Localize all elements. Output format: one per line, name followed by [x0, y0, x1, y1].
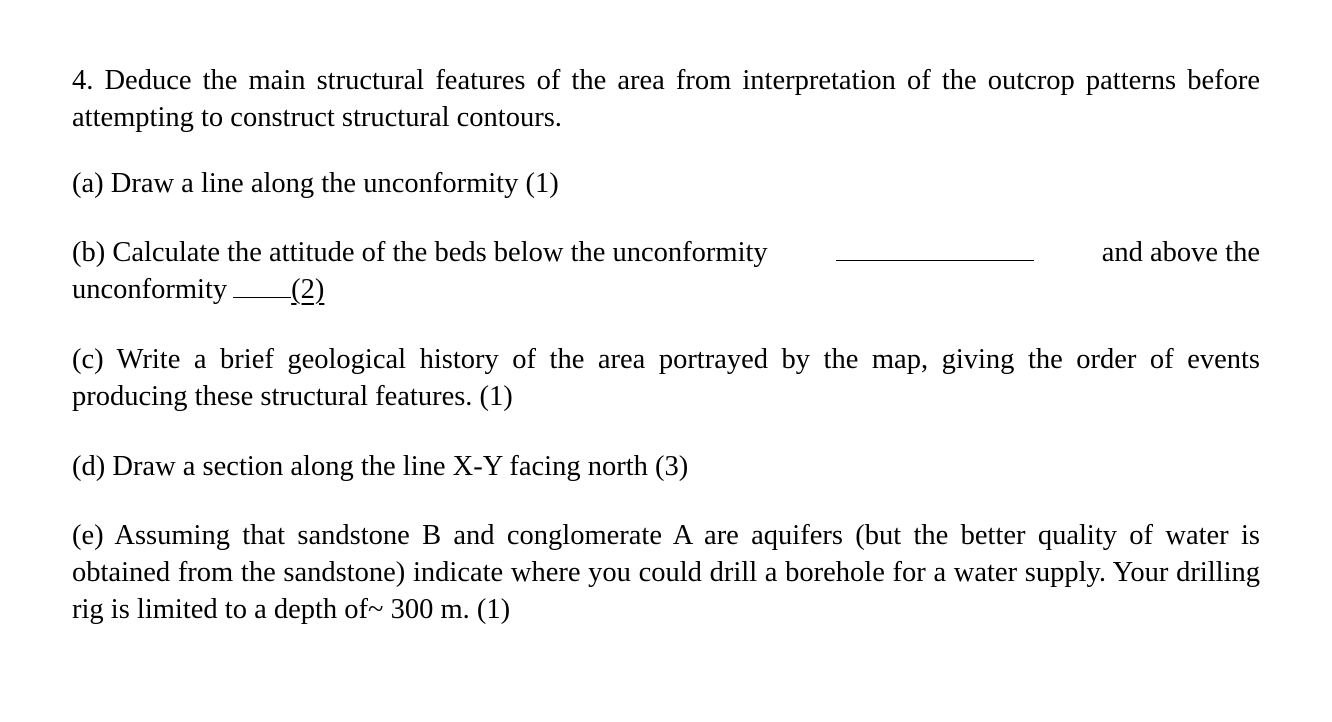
question-part-e: (e) Assuming that sandstone B and conglomerate A are aquifers (but the better quality of water is obtained from the sandstone) indicate where you could drill a borehole for a water supply. Your drilling rig is limited to a depth of~ 300 m. (1) — [72, 520, 1260, 625]
part-b-second-line — [72, 271, 1260, 308]
question-part-d: (d) Draw a section along the line X-Y facing north (3) — [72, 451, 689, 482]
answer-blank-below[interactable] — [836, 259, 1034, 261]
part-b-text-above: and above the — [1101, 237, 1260, 268]
part-b-first-line — [72, 234, 1260, 271]
question-part-a: (a) Draw a line along the unconformity (1) — [72, 168, 559, 199]
question-part-c: (c) Write a brief geological history of the area portrayed by the map, giving the order of events producing these structural features. (1) — [72, 344, 1260, 412]
answer-blank-above[interactable] — [233, 296, 291, 298]
part-b-marks: (2) — [291, 274, 325, 305]
question-document — [72, 62, 1260, 628]
question-4-intro: 4. Deduce the main structural features of the area from interpretation of the outcrop patterns before attempting to construct structural contours. — [72, 65, 1260, 133]
question-part-b — [72, 234, 1260, 308]
part-b-text-unconformity: unconformity — [72, 274, 228, 305]
part-b-text-below: (b) Calculate the attitude of the beds below the unconformity — [72, 237, 768, 268]
